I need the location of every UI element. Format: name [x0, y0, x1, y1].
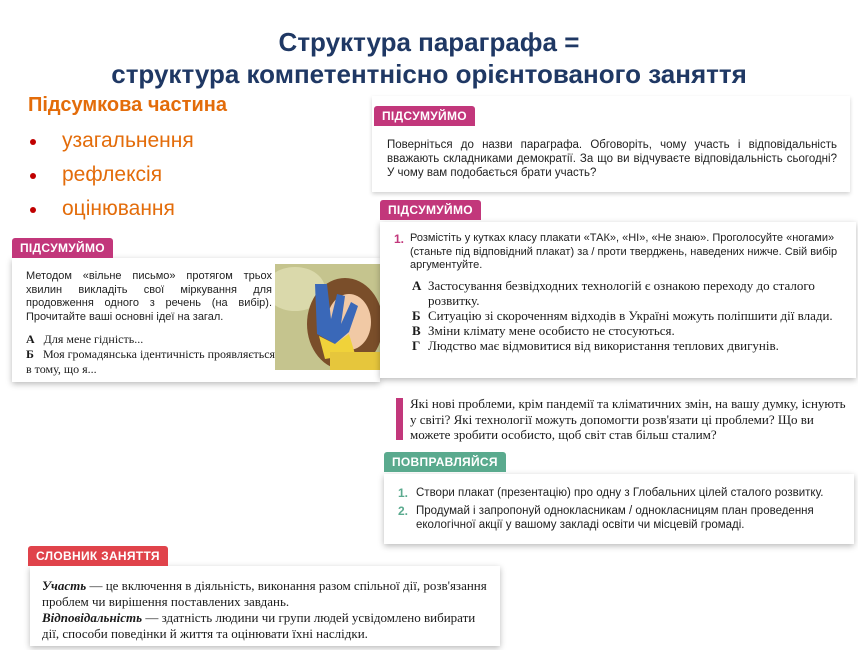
card-practice: [384, 455, 854, 544]
vote-option: А Застосування безвідходних технологій є ознакою переходу до сталого розвитку.: [412, 278, 815, 308]
task-number: 1.: [394, 232, 405, 246]
summary-list: [28, 126, 194, 228]
bullet-icon: [30, 173, 36, 179]
vote-task: [394, 232, 844, 273]
glossary-entries: [42, 578, 492, 642]
photo-girl-painted-hand: [275, 264, 380, 370]
bullet-icon: [30, 207, 36, 213]
practice-item: 1. Створи плакат (презентацію) про одну з Глобальних цілей сталого розвитку.: [398, 486, 824, 500]
vote-option: В Зміни клімату мене особисто не стосуються.: [412, 323, 675, 338]
card-tag: ПІДСУМУЙМО: [380, 200, 481, 220]
practice-item: 2. Продумай і запропонуй однокласникам / однокласницям план проведення екологічної акції у вашому закладі освіти чи місцевій громаді.: [398, 504, 814, 531]
card-glossary: [30, 549, 500, 646]
summary-item: рефлексія: [28, 160, 194, 194]
card-summarize-top: [372, 96, 850, 192]
glossary-definition: — це включення в діяльність, виконання разом спільної дії, розв'язання проблем чи вирішення поставлених завдань.: [42, 578, 487, 609]
card-text: Методом «вільне письмо» протягом трьох хвилин викладіть свої міркування для продовження одного з речень (на вибір). Прочитайте ваші основні ідеї на загал.: [26, 270, 272, 323]
option-a: А Для мене гідність...: [26, 332, 144, 346]
card-tag: СЛОВНИК ЗАНЯТТЯ: [28, 546, 168, 566]
summary-item: оцінювання: [28, 194, 194, 228]
glossary-term: Відповідальність: [42, 610, 143, 625]
glossary-entry: [42, 610, 492, 642]
summary-item: узагальнення: [28, 126, 194, 160]
slide-title-line1: Структура параграфа =: [278, 27, 580, 57]
bullet-icon: [30, 139, 36, 145]
slide-title-line2: структура компетентнісно орієнтованого заняття: [111, 59, 747, 89]
slide-title: [0, 26, 858, 90]
task-text: Розмістіть у кутках класу плакати «ТАК», «НІ», «Не знаю». Проголосуйте «ногами» (станьте під відповідний плакат) за / проти тверджень, наведених нижче. Свій вибір аргументуйте.: [410, 232, 838, 271]
vote-option: Г Людство має відмовитися від використання теплових двигунів.: [412, 338, 779, 353]
card-summarize-vote: [380, 203, 856, 378]
question-text: Які нові проблеми, крім пандемії та кліматичних змін, на вашу думку, існують у світі? Які технології можуть допомогти розв'язати ці проблеми? Що ви можете зробити особисто, щоб світ став більш сталим?: [410, 396, 846, 442]
vote-option: Б Ситуацію зі скороченням відходів в Україні можуть поліпшити дії влади.: [412, 308, 833, 323]
card-tag: ПІДСУМУЙМО: [12, 238, 113, 258]
card-text: Поверніться до назви параграфа. Обговоріть, чому участь і відповідальність вважають складниками демократії. За що ви відчуваєте відповідальність сьогодні? У чому вам подобається брати участь?: [387, 139, 837, 179]
vote-options: [412, 278, 844, 353]
card-tag: ПІДСУМУЙМО: [374, 106, 475, 126]
glossary-entry: [42, 578, 492, 610]
glossary-term: Участь: [42, 578, 87, 593]
option-b: Б Моя громадянська ідентичність проявляється в тому, що я...: [26, 347, 276, 376]
question-block: [396, 396, 852, 446]
summary-heading: Підсумкова частина: [28, 94, 227, 116]
question-accent-bar: [396, 398, 403, 440]
card-summarize-left: [12, 241, 380, 382]
glossary-definition: — здатність людини чи групи людей усвідомлено вибирати дії, способи поведінки й життя та оцінювати їхні наслідки.: [42, 610, 476, 641]
photo-illustration: [275, 264, 380, 370]
card-tag: ПОВПРАВЛЯЙСЯ: [384, 452, 506, 472]
